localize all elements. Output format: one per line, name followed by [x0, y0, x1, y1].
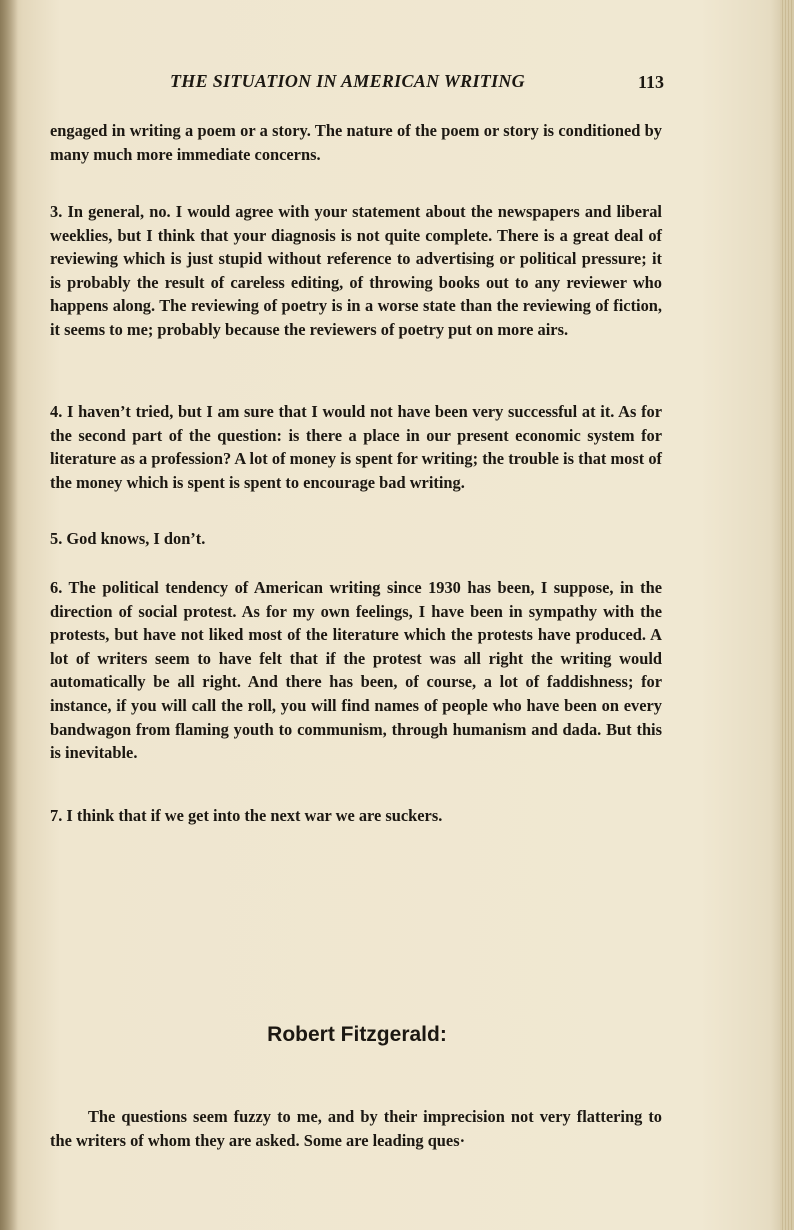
answer-text: In general, no. I would agree with your statement about the newspapers and liberal weeklies, but I think that your diagnosis is not quite complete. There is a great deal of reviewing which is just stupid without reference to advertising or political pressure; it is probably the result of careless editing, of throwing books out to any reviewer who happens along. The reviewing of poetry is in a worse state than the reviewing of fiction, it seems to me; probably because the reviewers of poetry put on more airs. [50, 202, 662, 339]
answer-text: God knows, I don’t. [66, 529, 206, 548]
answer-text: I think that if we get into the next war we are suckers. [66, 806, 443, 825]
page-number: 113 [637, 72, 664, 92]
answer-number: 7. [50, 806, 63, 825]
section-heading: Robert Fitzgerald: [267, 1023, 447, 1046]
running-title: THE SITUATION IN AMERICAN WRITING [170, 71, 525, 91]
answer-text: The political tendency of American writing since 1930 has been, I suppose, in the direction of social protest. As for my own feelings, I have been in sympathy with the protests, but have not liked most of the literature which the protests have produced. A lot of writers seem to have felt that if the protest was all right the writing would automatically be all right. And there has been, of course, a lot of faddishness; for instance, if you will call the roll, you will find names of people who have been on every bandwagon from flaming youth to communism, through humanism and dada. But this is inevitable. [50, 578, 662, 763]
answer-number: 6. [50, 578, 63, 597]
page-edge [780, 0, 794, 1230]
answer-text: I haven’t tried, but I am sure that I would not have been very successful at it. As for the second part of the question: is there a place in our present economic system for literature as a profession? A lot of money is spent for writing; the trouble is that most of the money which is spent is spent to encourage bad writing. [50, 402, 662, 492]
answer-number: 5. [50, 529, 63, 548]
answer-4 [50, 400, 662, 494]
answer-6 [50, 576, 662, 765]
answer-7 [50, 804, 662, 828]
intro-text: The questions seem fuzzy to me, and by their imprecision not very flattering to the writers of whom they are asked. Some are leading ques· [50, 1107, 662, 1150]
answer-3 [50, 200, 662, 342]
answer-5 [50, 527, 662, 551]
paragraph-continued [50, 119, 662, 166]
answer-number: 4. [50, 402, 63, 421]
section-intro [50, 1105, 662, 1152]
answer-number: 3. [50, 202, 63, 221]
paragraph-text: engaged in writing a poem or a story. The nature of the poem or story is conditioned by many much more immediate concerns. [50, 121, 662, 164]
